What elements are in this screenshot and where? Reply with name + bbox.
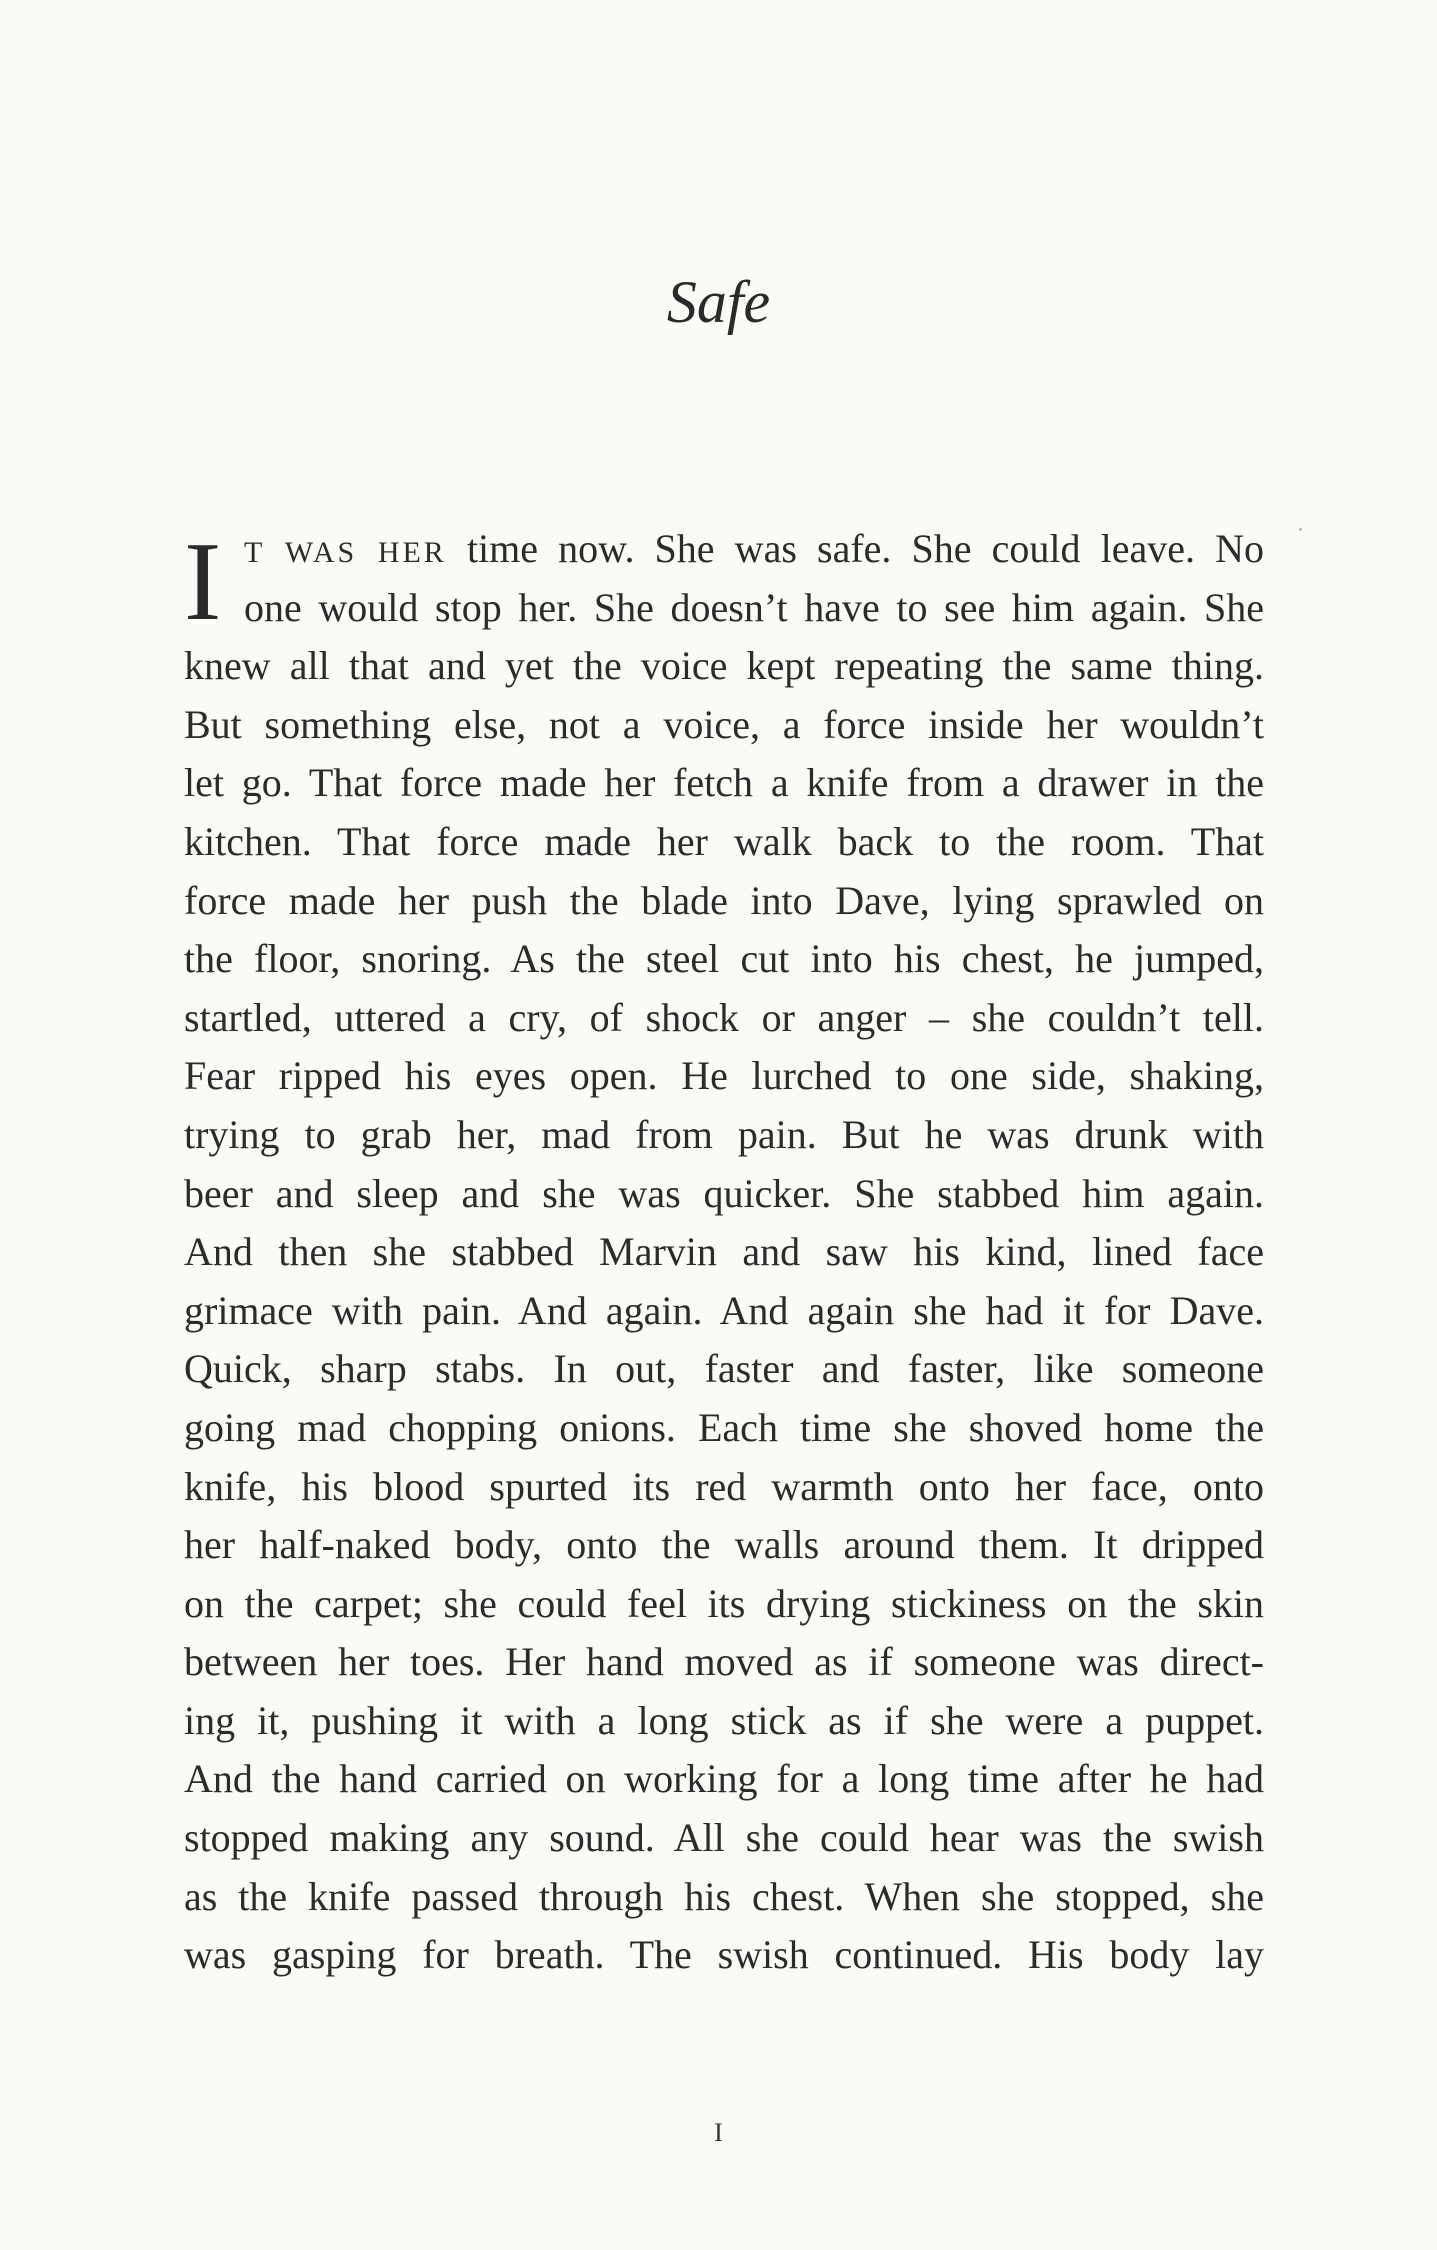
text-line: force made her push the blade into Dave, lying sprawled on [184,877,1264,923]
text-line: knife, his blood spurted its red warmth onto her face, onto [184,1463,1264,1509]
page-number: I [714,2118,723,2147]
text-line: And the hand carried on working for a long time after he had [184,1756,1264,1802]
text-line: But something else, not a voice, a force inside her wouldn’t [184,701,1264,747]
paper-speck [1299,528,1302,531]
text-line: going mad chopping onions. Each time she shoved home the [184,1404,1264,1450]
text-line: Quick, sharp stabs. In out, faster and faster, like someone [184,1346,1264,1392]
text-line: her half-naked body, onto the walls around them. It dripped [184,1522,1264,1568]
text-line: between her toes. Her hand moved as if someone was direct- [184,1639,1264,1685]
text-line: was gasping for breath. The swish continued. His body lay [184,1932,1264,1978]
text-line: one would stop her. She doesn’t have to see him again. She [244,584,1264,630]
text-line: beer and sleep and she was quicker. She stabbed him again. [184,1170,1264,1216]
chapter-title: Safe [666,269,771,335]
text-line: trying to grab her, mad from pain. But he was drunk with [184,1111,1264,1157]
text-line: ing it, pushing it with a long stick as if she were a puppet. [184,1697,1264,1743]
text-line: the floor, snoring. As the steel cut into his chest, he jumped, [184,936,1264,982]
opening-small-caps: T WAS HER [244,536,447,569]
text-line: knew all that and yet the voice kept repeating the same thing. [184,643,1264,689]
text-line: stopped making any sound. All she could hear was the swish [184,1815,1264,1861]
text-line: grimace with pain. And again. And again she had it for Dave. [184,1287,1264,1333]
body-text [184,520,1264,1985]
text-line: let go. That force made her fetch a knife from a drawer in the [184,760,1264,806]
text-line: Fear ripped his eyes open. He lurched to one side, shaking, [184,1053,1264,1099]
drop-cap: I [184,520,222,644]
first-line-rest: time now. She was safe. She could leave. No [446,526,1264,571]
text-line: on the carpet; she could feel its drying stickiness on the skin [184,1580,1264,1626]
text-line: as the knife passed through his chest. When she stopped, she [184,1873,1264,1919]
text-line: startled, uttered a cry, of shock or anger – she couldn’t tell. [184,994,1264,1040]
text-line: And then she stabbed Marvin and saw his kind, lined face [184,1229,1264,1275]
text-line: kitchen. That force made her walk back to the room. That [184,818,1264,864]
